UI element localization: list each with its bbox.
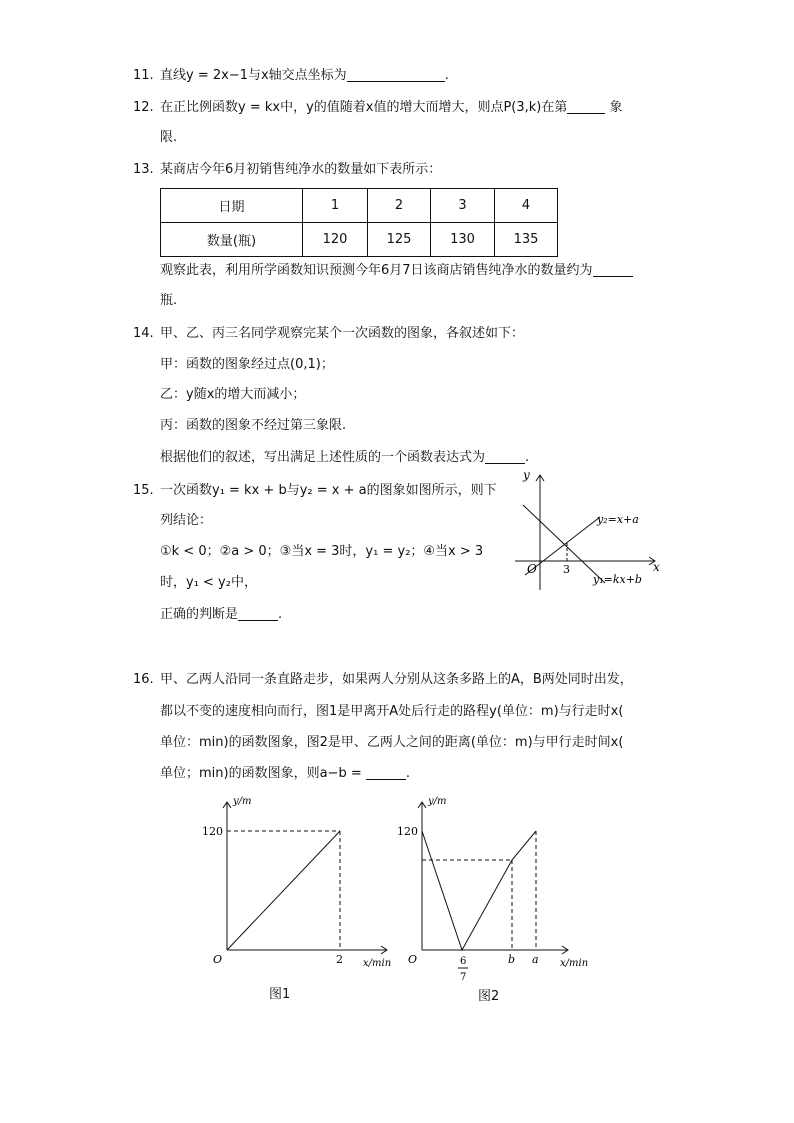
line-y2-label: y₂=x+a <box>597 513 639 526</box>
sales-table <box>160 188 558 257</box>
y-axis-label: y/m <box>428 796 447 807</box>
y-axis-label: y <box>523 468 530 482</box>
answer-blank[interactable] <box>347 67 445 82</box>
table-row <box>161 189 558 223</box>
x-axis-label: x <box>653 560 660 574</box>
answer-blank[interactable] <box>567 99 605 114</box>
q16-number: 16. <box>133 672 154 687</box>
answer-blank[interactable] <box>485 449 525 464</box>
q15-line3: ①k < 0；②a > 0；③当x = 3时，y₁ = y₂；④当x > 3 <box>160 544 484 559</box>
q15-end: . <box>278 607 283 622</box>
table-cell: 数量(瓶) <box>161 223 303 257</box>
x-tick-b: b <box>508 953 516 966</box>
origin-label: O <box>527 562 537 576</box>
x-axis-label: x/min <box>560 958 589 969</box>
table-cell: 2 <box>368 189 431 223</box>
fraction-numerator: 6 <box>460 956 467 967</box>
table-cell: 4 <box>495 189 558 223</box>
table-cell: 120 <box>303 223 368 257</box>
q12-text <box>160 98 623 118</box>
table-cell: 1 <box>303 189 368 223</box>
q16-line1: 甲、乙两人沿同一条直路走步，如果两人分别从这条多路上的A，B两处同时出发， <box>160 672 633 687</box>
y-axis-label: y/m <box>233 796 252 807</box>
table-cell: 3 <box>431 189 495 223</box>
q14-text: 甲、乙、丙三名同学观察完某个一次函数的图象，各叙述如下： <box>160 326 525 341</box>
figure-2-caption: 图2 <box>478 989 500 1004</box>
q11-stem: 直线y = 2x−1与x轴交点坐标为 <box>160 68 347 83</box>
q15-figure <box>505 465 675 595</box>
q16-figure-1 <box>195 790 405 980</box>
q15-ask: 正确的判断是 <box>160 607 239 622</box>
distance-line <box>227 831 340 950</box>
q14-bing: 丙：函数的图象不经过第三象限. <box>160 418 347 433</box>
answer-blank[interactable] <box>593 262 633 277</box>
q12-number: 12. <box>133 100 154 115</box>
x-tick-a: a <box>532 953 539 966</box>
x-axis-label: x/min <box>363 958 392 969</box>
q16-line2: 都以不变的速度相向而行，图1是甲离开A处后行走的路程y(单位：m)与行走时x( <box>160 704 624 719</box>
q15-line5 <box>160 605 282 625</box>
distance-line <box>422 831 536 950</box>
y-tick-label: 120 <box>397 825 418 838</box>
fraction-denominator: 7 <box>460 972 467 983</box>
q16-end: . <box>405 766 411 781</box>
q13-end: 瓶. <box>160 293 178 308</box>
origin-label: O <box>408 953 418 966</box>
table-cell: 125 <box>368 223 431 257</box>
table-row <box>161 223 558 257</box>
q11-end: . <box>444 68 449 83</box>
table-cell: 130 <box>431 223 495 257</box>
q15-text: 一次函数y₁ = kx + b与y₂ = x + a的图象如图所示，则下 <box>160 483 497 498</box>
q12-line2: 限. <box>160 130 178 145</box>
q11-number: 11. <box>133 68 154 83</box>
q16-line4 <box>160 764 410 784</box>
y-tick-label: 120 <box>202 825 223 838</box>
q15-line4: 时，y₁ < y₂中， <box>160 575 257 590</box>
q13-number: 13. <box>133 162 154 177</box>
tick-label: 3 <box>563 563 570 576</box>
figure-1-caption: 图1 <box>269 987 291 1002</box>
q13-text: 某商店今年6月初销售纯净水的数量如下表所示： <box>160 162 442 177</box>
table-cell: 日期 <box>161 189 303 223</box>
q14-number: 14. <box>133 326 154 341</box>
q14-yi: 乙：y随x的增大而减小； <box>160 387 306 402</box>
answer-blank[interactable] <box>238 606 278 621</box>
q16-figure-2 <box>390 790 600 990</box>
q16-ask: 单位；min)的函数图象，则a−b = <box>160 766 362 781</box>
q13-stem2: 观察此表，利用所学函数知识预测今年6月7日该商店销售纯净水的数量约为 <box>160 263 593 278</box>
x-tick-label: 2 <box>336 953 343 966</box>
q15-number: 15. <box>133 483 154 498</box>
q14-ask <box>160 448 529 468</box>
origin-label: O <box>213 953 223 966</box>
q14-ask-text: 根据他们的叙述，写出满足上述性质的一个函数表达式为 <box>160 450 486 465</box>
q12-stem: 在正比例函数y = kx中，y的值随着x值的增大而增大，则点P(3,k)在第 <box>160 100 568 115</box>
q12-end: 象 <box>609 100 623 115</box>
q14-end: . <box>525 450 530 465</box>
q15-line2: 列结论： <box>160 513 213 528</box>
answer-blank[interactable] <box>366 765 406 780</box>
q11-text <box>160 66 449 86</box>
q16-line3: 单位：min)的函数图象，图2是甲、乙两人之间的距离(单位：m)与甲行走时间x( <box>160 735 624 750</box>
q14-jia: 甲：函数的图象经过点(0,1)； <box>160 357 334 372</box>
table-cell: 135 <box>495 223 558 257</box>
q13-text2 <box>160 261 633 281</box>
line-y1-label: y₁=kx+b <box>593 573 642 586</box>
